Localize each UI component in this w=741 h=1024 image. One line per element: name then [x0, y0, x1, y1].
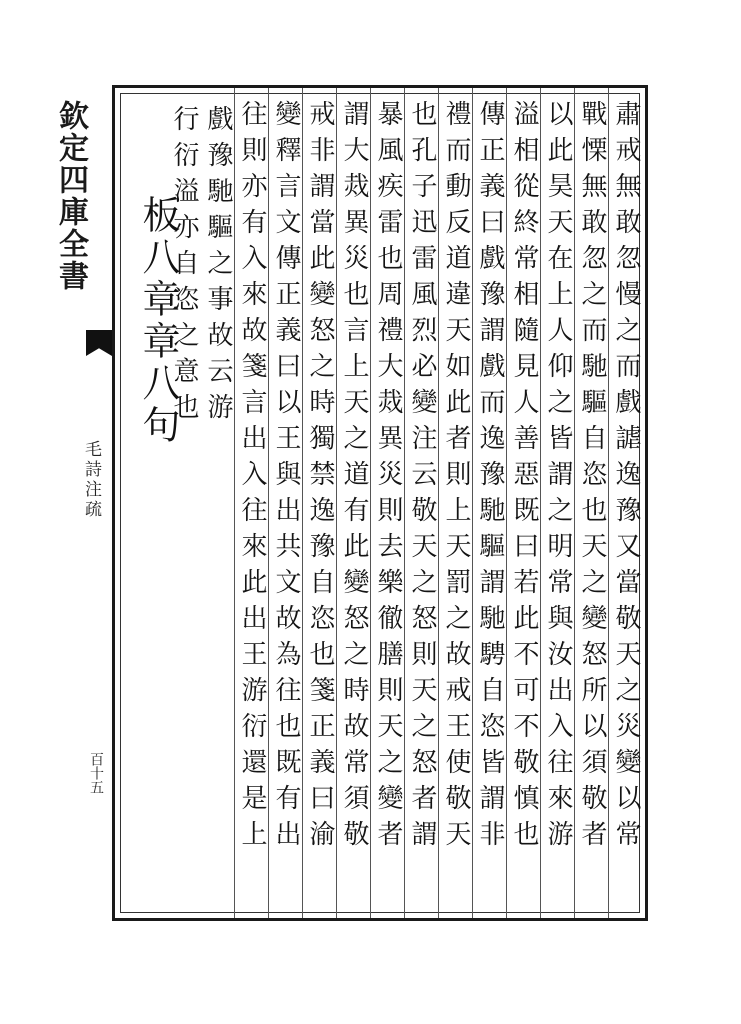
annotation-column: 行衍溢亦自恣之意也: [169, 105, 199, 429]
column-rule: [608, 88, 609, 918]
text-column: 肅戒無敢忽慢之而戲謔逸豫又當敬天之災變以常: [611, 100, 641, 856]
text-column: 戒非謂當此變怒之時獨禁逸豫自恣也箋正義曰渝: [305, 100, 335, 856]
book-name: 毛詩注疏: [81, 440, 101, 520]
page-number: 百十五: [88, 752, 104, 794]
column-rule: [370, 88, 371, 918]
annotation-column: 戲豫馳驅之事故云游: [203, 105, 233, 429]
column-rule: [574, 88, 575, 918]
text-column: 也孔子迅雷風烈必變注云敬天之怒則天之怒者謂: [407, 100, 437, 856]
text-column: 謂大烖異災也言上天之道有此變怒之時故常須敬: [339, 100, 369, 856]
column-rule: [302, 88, 303, 918]
column-rule: [506, 88, 507, 918]
column-rule: [234, 88, 235, 918]
chapter-heading: 板八章章八句: [136, 195, 180, 447]
text-column: 戰慄無敢忽之而馳驅自恣也天之變怒所以須敬者: [577, 100, 607, 856]
column-rule: [268, 88, 269, 918]
collection-title: 欽定四庫全書: [53, 100, 88, 292]
text-column: 變釋言文傳正義曰以王與出共文故為往也既有出: [271, 100, 301, 856]
text-column: 以此昊天在上人仰之皆謂之明常與汝出入往來游: [543, 100, 573, 856]
text-column: 暴風疾雷也周禮大烖異災則去樂徹膳則天之變者: [373, 100, 403, 856]
text-column: 傳正義曰戲豫謂戲而逸豫馳驅謂馳騁自恣皆謂非: [475, 100, 505, 856]
text-column: 禮而動反道違天如此者則上天罰之故戒王使敬天: [441, 100, 471, 856]
column-rule: [336, 88, 337, 918]
text-column: 往則亦有入來故箋言出入往來此出王游衍還是上: [237, 100, 267, 856]
column-rule: [404, 88, 405, 918]
column-rule: [540, 88, 541, 918]
text-column: 溢相從終常相隨見人善惡既曰若此不可不敬慎也: [509, 100, 539, 856]
column-rule: [472, 88, 473, 918]
column-rule: [438, 88, 439, 918]
